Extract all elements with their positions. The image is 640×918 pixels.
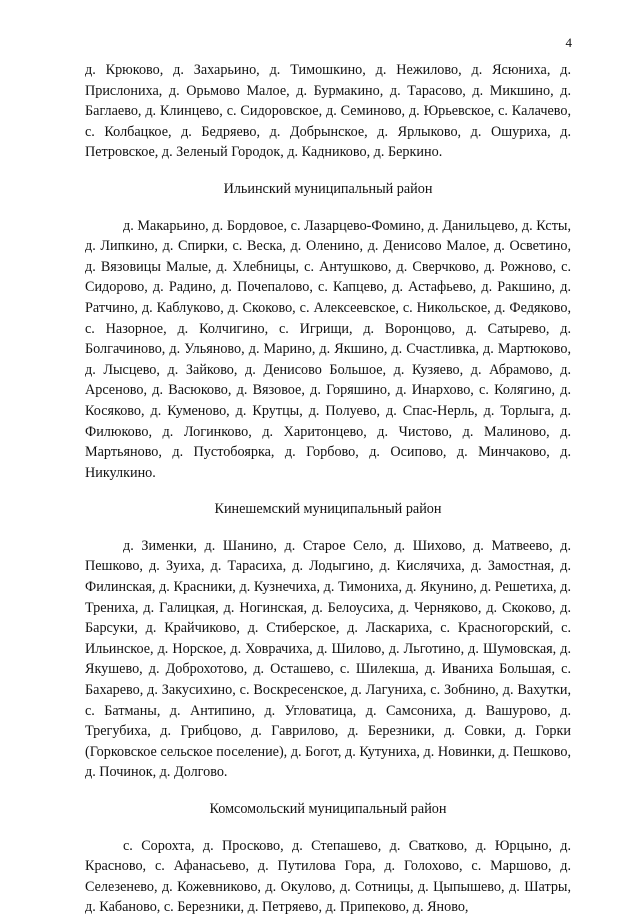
section-text-komsomolsky: с. Сорохта, д. Просково, д. Степашево, д. Сватково, д. Юрцыно, д. Красново, с. Афанасьево, д. Путилова Гора, д. Голохово, с. Маршово, д. Селезенево, д. Кожевниково, д. Окулово, д. Сотницы, д. Цыпышево, д. Шатры, д. Кабаново, с. Березники, д. Петряево, д. Припеково, д. Яново, bbox=[85, 837, 571, 916]
section-heading-kineshemsky: Кинешемский муниципальный район bbox=[214, 501, 442, 518]
page-number: 4 bbox=[565, 35, 572, 50]
section-text-ilyinsky: д. Макарьино, д. Бордовое, с. Лазарцево-Фомино, д. Данильцево, д. Ксты, д. Липкино, д. Спирки, с. Веска, д. Оленино, д. Денисово Малое, д. Осветино, д. Вязовицы Малые, д. Хлебницы, с. Антушково, д. Сверчково, д. Рожново, с. Сидорово, д. Радино, д. Почепалово, с. Капцево, д. Астафьево, д. Ракшино, д. Ратчино, д. Каблуково, д. Скоково, с. Алексеевское, с. Никольское, д. Федяково, с. Назорное, д. Колчигино, с. Игрищи, д. Воронцово, д. Сатырево, д. Болгачиново, д. Ульяново, д. Марино, д. Якшино, д. Счастливка, д. Мартюково, д. Лысцево, д. Зайково, д. Денисово Большое, д. Кузяево, д. Абрамово, д. Арсеново, д. Васюково, д. Вязовое, д. Горяшино, д. Инархово, с. Колягино, д. Косяково, д. Куменово, д. Крутцы, д. Полуево, д. Спас-Нерль, д. Торлыга, д. Филюково, д. Логинково, д. Харитонцево, д. Чистово, д. Малиново, д. Мартьяново, д. Пустобоярка, д. Горбово, д. Осипово, д. Минчаково, д. Никулкино. bbox=[85, 217, 571, 481]
section-heading-komsomolsky: Комсомольский муниципальный район bbox=[209, 801, 447, 817]
document-body bbox=[85, 60, 571, 918]
section-heading-ilyinsky: Ильинский муниципальный район bbox=[223, 180, 433, 197]
intro-paragraph: д. Крюково, д. Захарьино, д. Тимошкино, д. Нежилово, д. Ясюниха, д. Прислониха, д. Орьмово Малое, д. Бурмакино, д. Тарасово, д. Микшино, д. Баглаево, д. Клинцево, с. Сидоровское, д. Семиново, д. Юрьевское, с. Калачево, с. Колбацкое, д. Бедряево, д. Добрынское, д. Ярлыково, д. Ошуриха, д. Петровское, д. Зеленый Городок, д. Кадниково, д. Беркино. bbox=[85, 62, 571, 161]
section-text-kineshemsky: д. Зименки, д. Шанино, д. Старое Село, д. Шихово, д. Матвеево, д. Пешково, д. Зуиха, д. Тарасиха, д. Лодыгино, д. Кислячиха, д. Замостная, д. Филинская, д. Красники, д. Кузнечиха, д. Тимониха, д. Якунино, д. Решетиха, д. Трениха, д. Галицкая, д. Ногинская, д. Белоусиха, д. Черняково, д. Скоково, д. Барсуки, д. Крайчиково, д. Стиберское, д. Ласкариха, с. Красногорский, с. Ильинское, д. Норское, д. Ховрачиха, д. Шилово, д. Льготино, д. Шумовская, д. Якушево, д. Доброхотово, д. Осташево, с. Шилекша, д. Иваниха Большая, с. Бахарево, д. Закусихино, с. Воскресенское, д. Лагуниха, с. Зобнино, д. Вахутки, с. Батманы, д. Антипино, д. Угловатица, д. Самсониха, д. Вашурово, д. Трегубиха, д. Грибцово, д. Гаврилово, д. Березники, д. Совки, д. Горки (Горковское сельское поселение), д. Богот, д. Кутуниха, д. Новинки, д. Пешково, д. Починок, д. Долгово. bbox=[85, 537, 571, 781]
